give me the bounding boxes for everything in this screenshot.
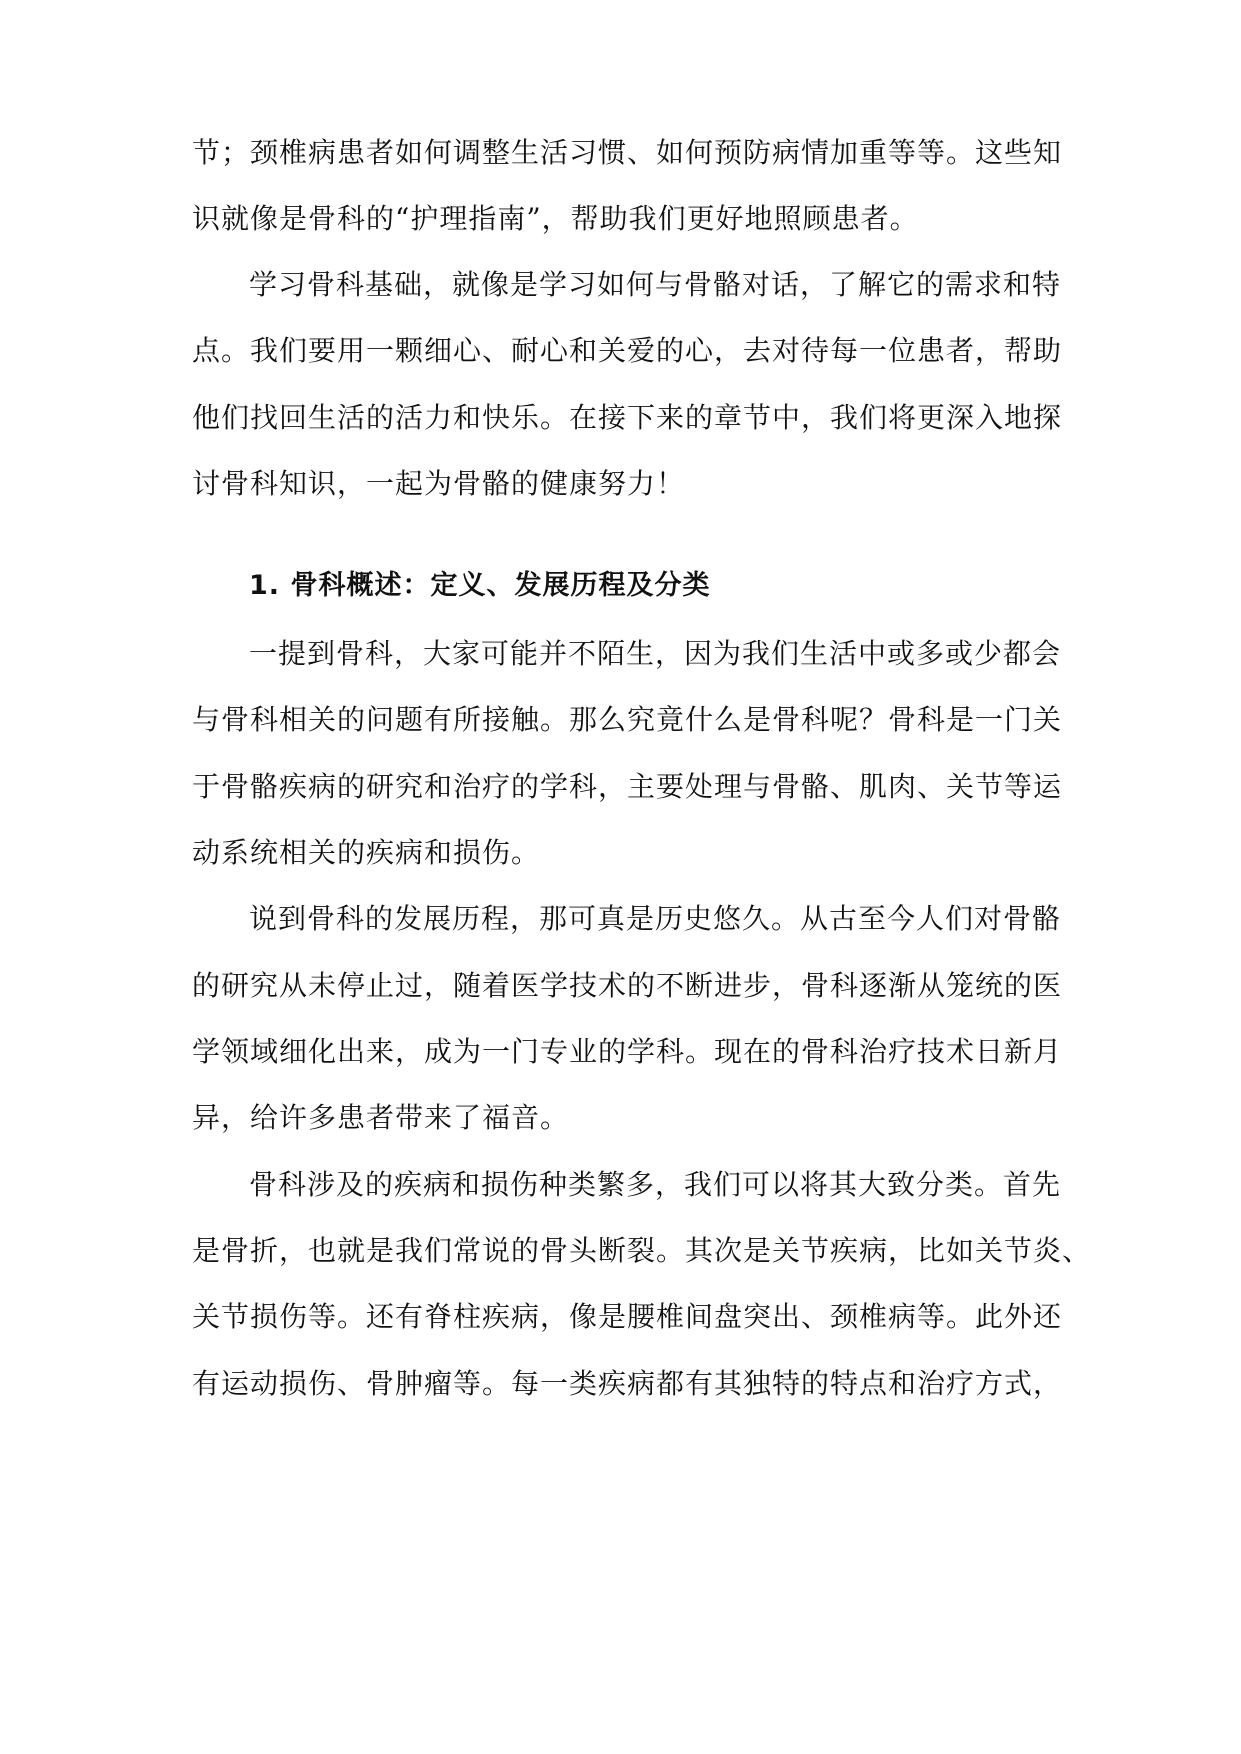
text-line: 是骨折，也就是我们常说的骨头断裂。其次是关节疾病，比如关节炎、	[192, 1234, 1092, 1267]
text-line: 说到骨科的发展历程，那可真是历史悠久。从古至今人们对骨骼	[249, 902, 1062, 935]
text-line: 学习骨科基础，就像是学习如何与骨骼对话，了解它的需求和特	[249, 268, 1062, 301]
text-line: 有运动损伤、骨肿瘤等。每一类疾病都有其独特的特点和治疗方式，	[192, 1367, 1063, 1400]
section-heading: 1. 骨科概述：定义、发展历程及分类	[249, 570, 711, 601]
text-line: 动系统相关的疾病和损伤。	[192, 836, 541, 869]
text-line: 异，给许多患者带来了福音。	[192, 1101, 570, 1134]
text-line: 讨骨科知识，一起为骨骼的健康努力！	[192, 467, 686, 500]
text-line: 骨科涉及的疾病和损伤种类繁多，我们可以将其大致分类。首先	[249, 1168, 1062, 1201]
text-line: 他们找回生活的活力和快乐。在接下来的章节中，我们将更深入地探	[192, 401, 1063, 434]
text-line: 节；颈椎病患者如何调整生活习惯、如何预防病情加重等等。这些知	[192, 136, 1063, 169]
text-line: 关节损伤等。还有脊柱疾病，像是腰椎间盘突出、颈椎病等。此外还	[192, 1300, 1063, 1333]
text-line: 的研究从未停止过，随着医学技术的不断进步，骨科逐渐从笼统的医	[192, 969, 1063, 1002]
text-line: 点。我们要用一颗细心、耐心和关爱的心，去对待每一位患者，帮助	[192, 334, 1063, 367]
text-line: 与骨科相关的问题有所接触。那么究竟什么是骨科呢？骨科是一门关	[192, 703, 1063, 736]
text-line: 识就像是骨科的“护理指南”，帮助我们更好地照顾患者。	[192, 202, 919, 235]
text-line: 学领域细化出来，成为一门专业的学科。现在的骨科治疗技术日新月	[192, 1035, 1063, 1068]
text-line: 于骨骼疾病的研究和治疗的学科，主要处理与骨骼、肌肉、关节等运	[192, 770, 1063, 803]
text-line: 一提到骨科，大家可能并不陌生，因为我们生活中或多或少都会	[249, 637, 1062, 670]
